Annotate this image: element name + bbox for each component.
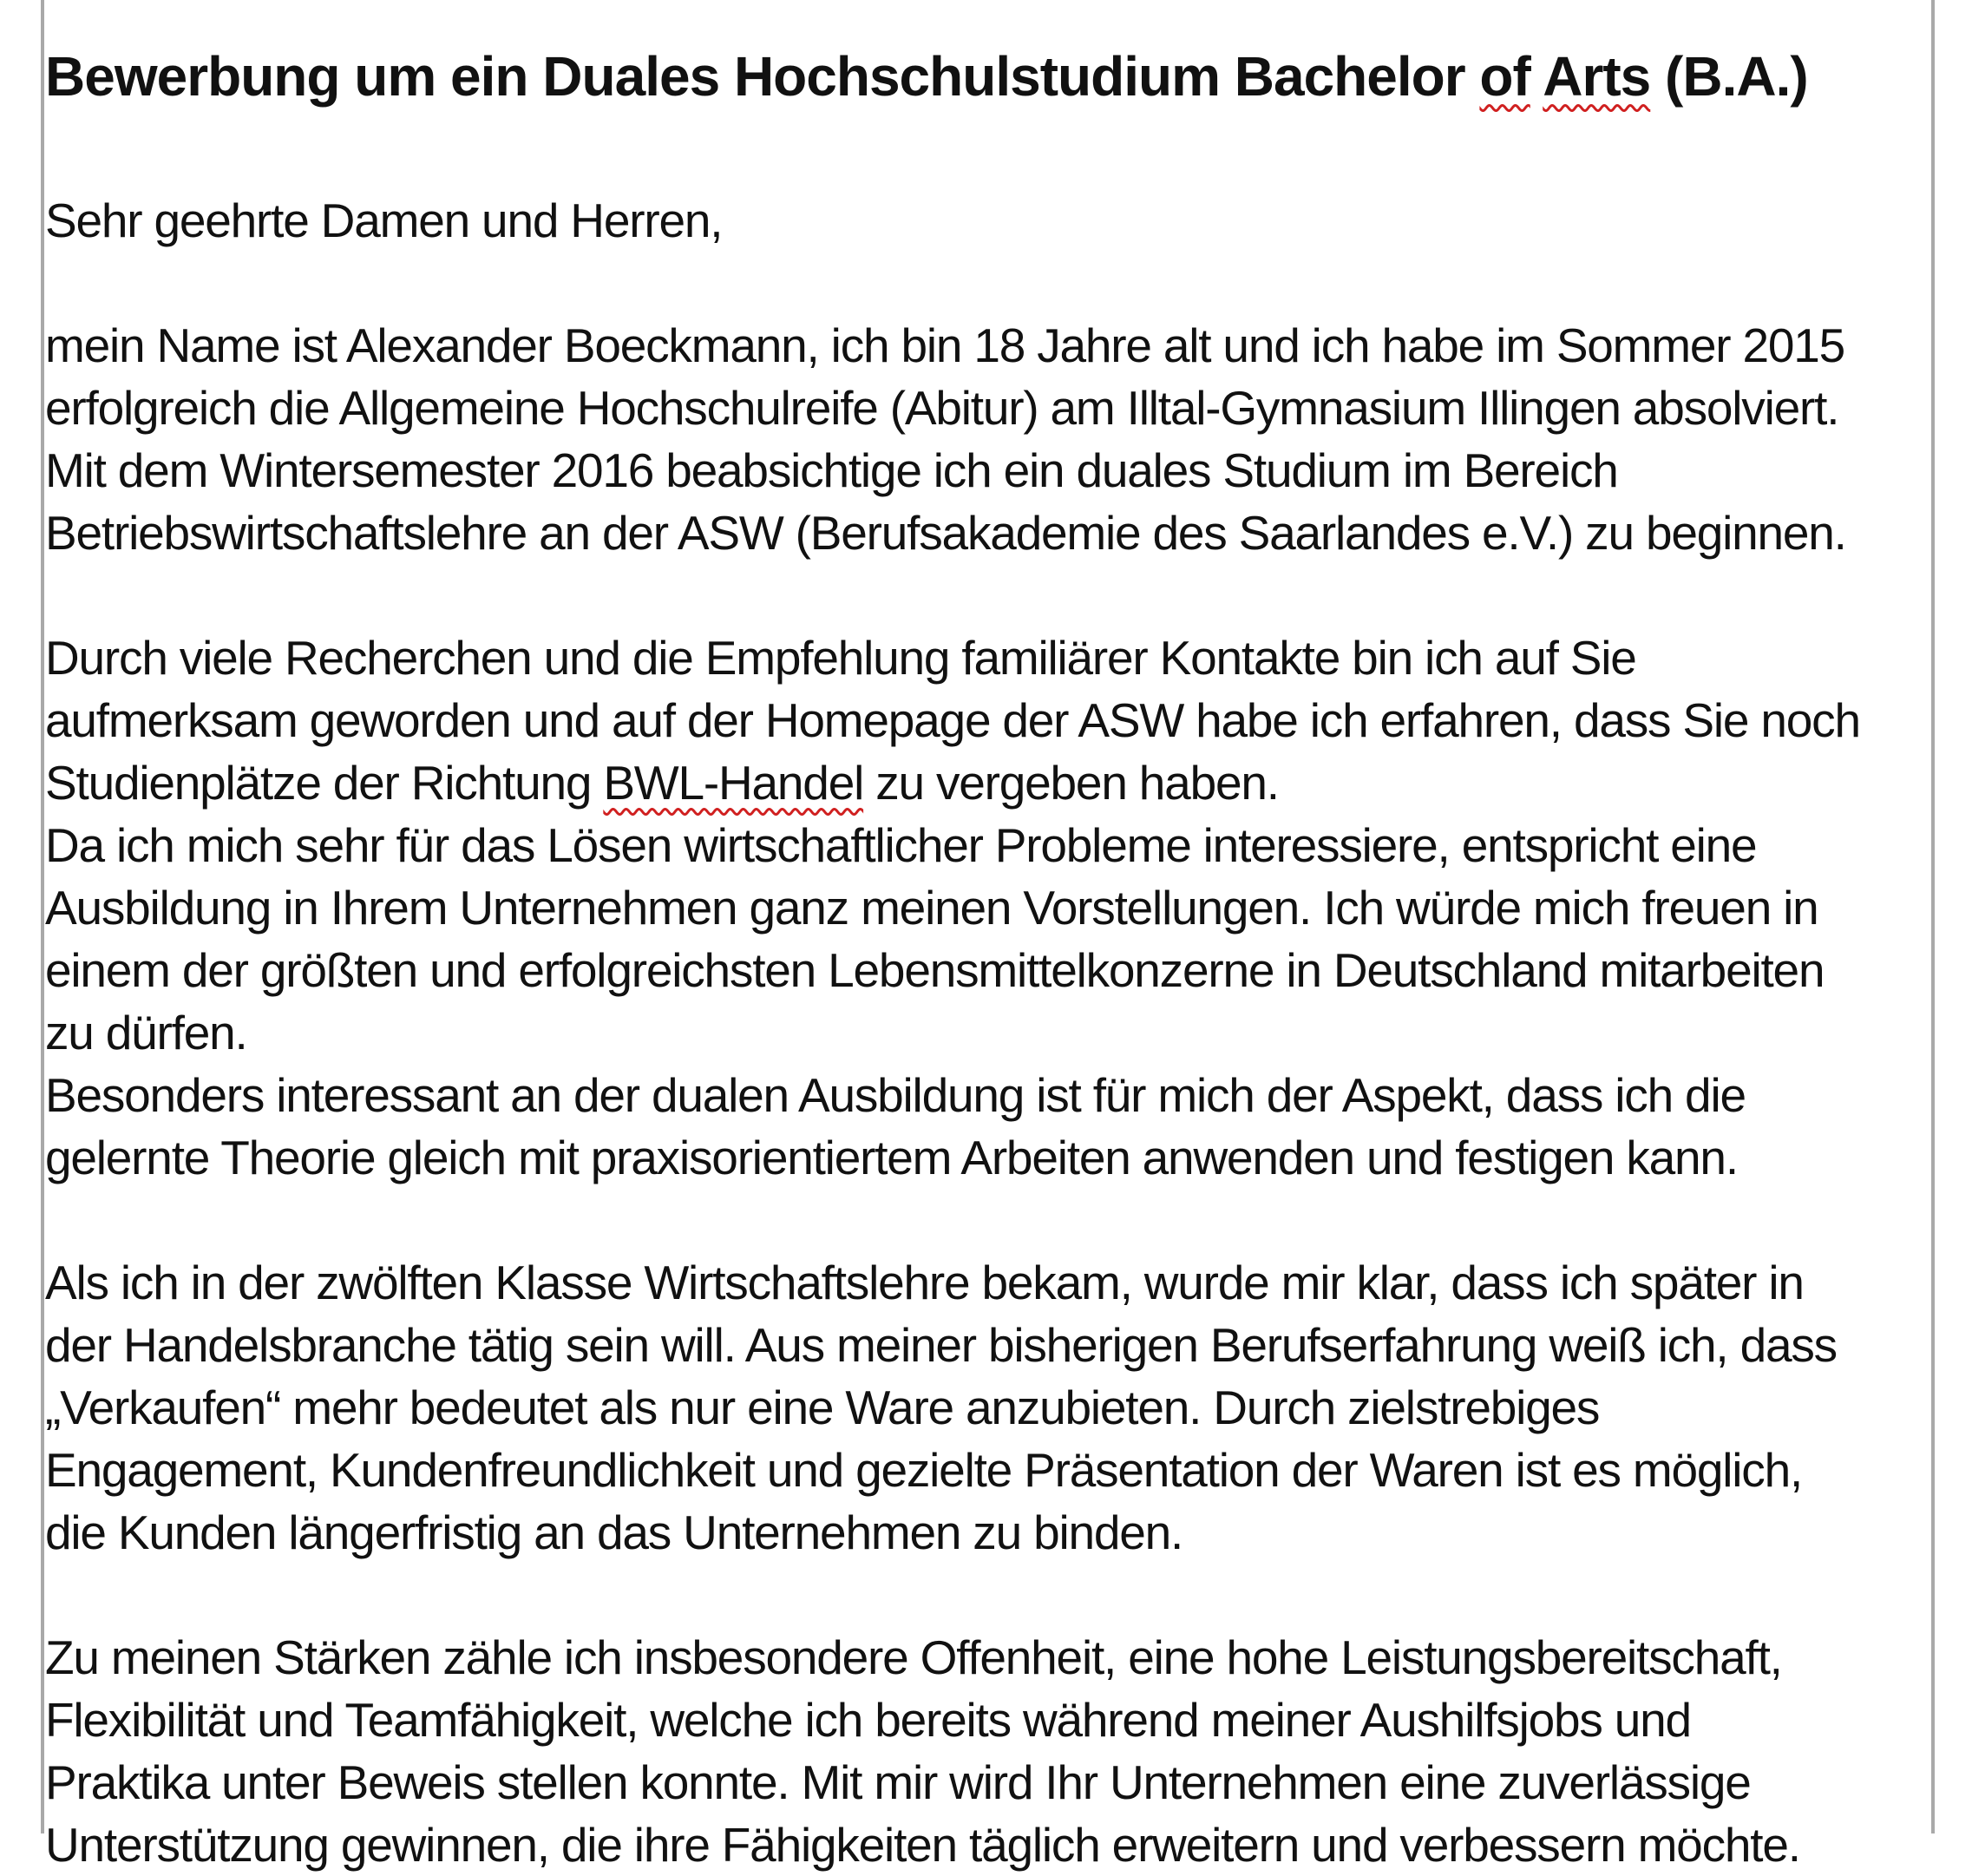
paragraph1-line: erfolgreich die Allgemeine Hochschulreife (Abitur) am Illtal-Gymnasium Illingen absolviert. (45, 381, 1839, 435)
paragraph3-line: „Verkaufen“ mehr bedeutet als nur eine Ware anzubieten. Durch zielstrebiges (45, 1381, 1600, 1434)
title-space (1530, 45, 1543, 108)
paragraph1-line: Betriebswirtschaftslehre an der ASW (Berufsakademie des Saarlandes e.V.) zu beginnen. (45, 506, 1846, 560)
paragraph1-line: mein Name ist Alexander Boeckmann, ich bin 18 Jahre alt und ich habe im Sommer 2015 (45, 318, 1845, 372)
paragraph4-line: Praktika unter Beweis stellen konnte. Mit mir wird Ihr Unternehmen eine zuverlässige (45, 1755, 1751, 1809)
paragraph2-line: einem der größten und erfolgreichsten Lebensmittelkonzerne in Deutschland mitarbeiten (45, 943, 1825, 997)
paragraph4-line: Zu meinen Stärken zähle ich insbesondere Offenheit, eine hohe Leistungsbereitschaft, (45, 1630, 1782, 1684)
title-text: Bewerbung um ein Duales Hochschulstudium Bachelor (45, 45, 1480, 108)
paragraph4-line: Flexibilität und Teamfähigkeit, welche ich bereits während meiner Aushilfsjobs und (45, 1693, 1691, 1747)
paragraph3-line: der Handelsbranche tätig sein will. Aus meiner bisherigen Berufserfahrung weiß ich, dass (45, 1318, 1837, 1372)
paragraph2-text: zu vergeben haben. (863, 756, 1279, 810)
paragraph2-line (45, 751, 1279, 814)
title-suffix: (B.A.) (1650, 45, 1808, 108)
spellcheck-word-bwl-handel[interactable]: BWL-Handel (603, 756, 864, 810)
left-page-border (41, 0, 44, 1833)
greeting: Sehr geehrte Damen und Herren, (45, 194, 723, 247)
paragraph2-line: Ausbildung in Ihrem Unternehmen ganz meinen Vorstellungen. Ich würde mich freuen in (45, 881, 1818, 935)
paragraph2-line: zu dürfen. (45, 1006, 247, 1059)
right-page-border (1931, 0, 1935, 1833)
paragraph2-line: Da ich mich sehr für das Lösen wirtschaftlicher Probleme interessiere, entspricht eine (45, 818, 1757, 872)
document-title (45, 42, 1808, 111)
paragraph2-line: Durch viele Recherchen und die Empfehlung familiärer Kontakte bin ich auf Sie (45, 631, 1636, 685)
paragraph3-line: Als ich in der zwölften Klasse Wirtschaftslehre bekam, wurde mir klar, dass ich später in (45, 1256, 1804, 1309)
paragraph3-line: Engagement, Kundenfreundlichkeit und gezielte Präsentation der Waren ist es möglich, (45, 1443, 1803, 1497)
paragraph2-line: gelernte Theorie gleich mit praxisorientiertem Arbeiten anwenden und festigen kann. (45, 1131, 1738, 1184)
spellcheck-word-arts[interactable]: Arts (1543, 45, 1651, 108)
paragraph2-line: aufmerksam geworden und auf der Homepage der ASW habe ich erfahren, dass Sie noch (45, 693, 1860, 747)
paragraph2-line: Besonders interessant an der dualen Ausbildung ist für mich der Aspekt, dass ich die (45, 1068, 1746, 1122)
spellcheck-word-of[interactable]: of (1479, 45, 1530, 108)
paragraph3-line: die Kunden längerfristig an das Unternehmen zu binden. (45, 1505, 1183, 1559)
paragraph2-text: Studienplätze der Richtung (45, 756, 604, 810)
paragraph4-line: Unterstützung gewinnen, die ihre Fähigkeiten täglich erweitern und verbessern möchte. (45, 1818, 1800, 1872)
paragraph1-line: Mit dem Wintersemester 2016 beabsichtige ich ein duales Studium im Bereich (45, 443, 1618, 497)
